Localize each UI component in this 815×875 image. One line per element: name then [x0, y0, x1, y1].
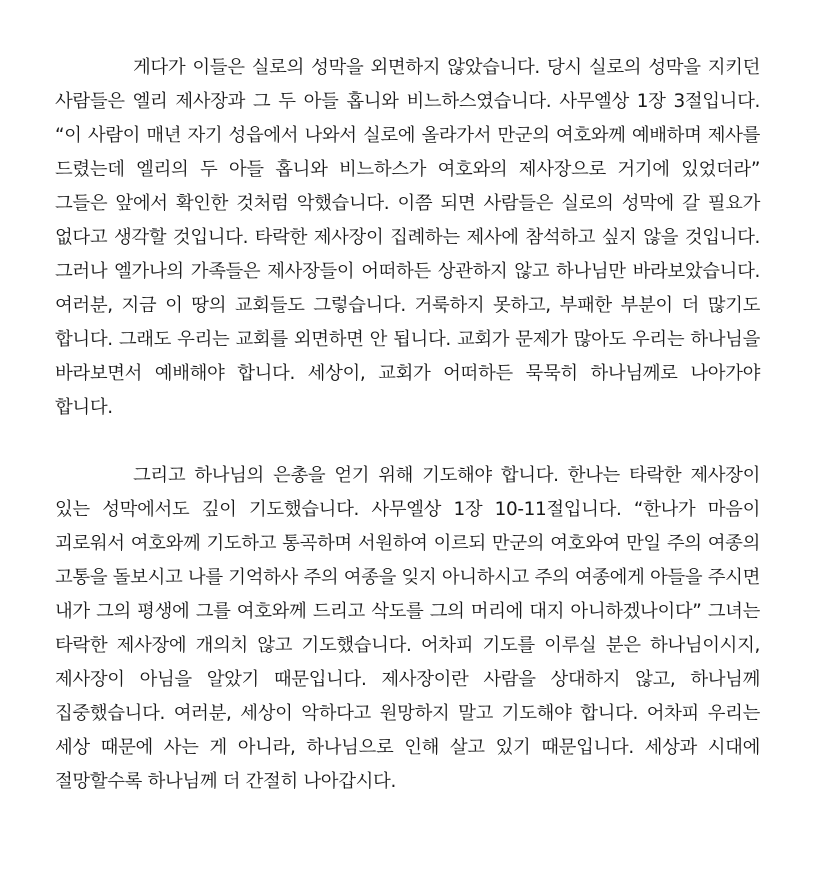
paragraph-1: 게다가 이들은 실로의 성막을 외면하지 않았습니다. 당시 실로의 성막을 지키던 사람들은 엘리 제사장과 그 두 아들 홉니와 비느하스였습니다. 사무엘상 1장 3절입니다. “이 사람이 매년 자기 성읍에서 나와서 실로에 올라가서 만군의 여호와께 예배하며 제사를 드렸는데 엘리의 두 아들 홉니와 비느하스가 여호와의 제사장으로 거기에 있었더라” 그들은 앞에서 확인한 것처럼 악했습니다. 이쯤 되면 사람들은 실로의 성막에 갈 필요가 없다고 생각할 것입니다. 타락한 제사장이 집례하는 제사에 참석하고 싶지 않을 것입니다. 그러나 엘가나의 가족들은 제사장들이 어떠하든 상관하지 않고 하나님만 바라보았습니다. 여러분, 지금 이 땅의 교회들도 그렇습니다. 거룩하지 못하고, 부패한 부분이 더 많기도 합니다. 그래도 우리는 교회를 외면하면 안 됩니다. 교회가 문제가 많아도 우리는 하나님을 바라보면서 예배해야 합니다. 세상이, 교회가 어떠하든 묵묵히 하나님께로 나아가야 합니다. [55, 57, 760, 418]
paragraph-2: 그리고 하나님의 은총을 얻기 위해 기도해야 합니다. 한나는 타락한 제사장이 있는 성막에서도 깊이 기도했습니다. 사무엘상 1장 10-11절입니다. “한나가 마음이 괴로워서 여호와께 기도하고 통곡하며 서원하여 이르되 만군의 여호와여 만일 주의 여종의 고통을 돌보시고 나를 기억하사 주의 여종을 잊지 아니하시고 주의 여종에게 아들을 주시면 내가 그의 평생에 그를 여호와께 드리고 삭도를 그의 머리에 대지 아니하겠나이다” 그녀는 타락한 제사장에 개의치 않고 기도했습니다. 어차피 기도를 이루실 분은 하나님이시지, 제사장이 아님을 알았기 때문입니다. 제사장이란 사람을 상대하지 않고, 하나님께 집중했습니다. 여러분, 세상이 악하다고 원망하지 말고 기도해야 합니다. 어차피 우리는 세상 때문에 사는 게 아니라, 하나님으로 인해 살고 있기 때문입니다. 세상과 시대에 절망할수록 하나님께 더 간절히 나아갑시다. [55, 465, 760, 792]
document-page [55, 51, 760, 799]
